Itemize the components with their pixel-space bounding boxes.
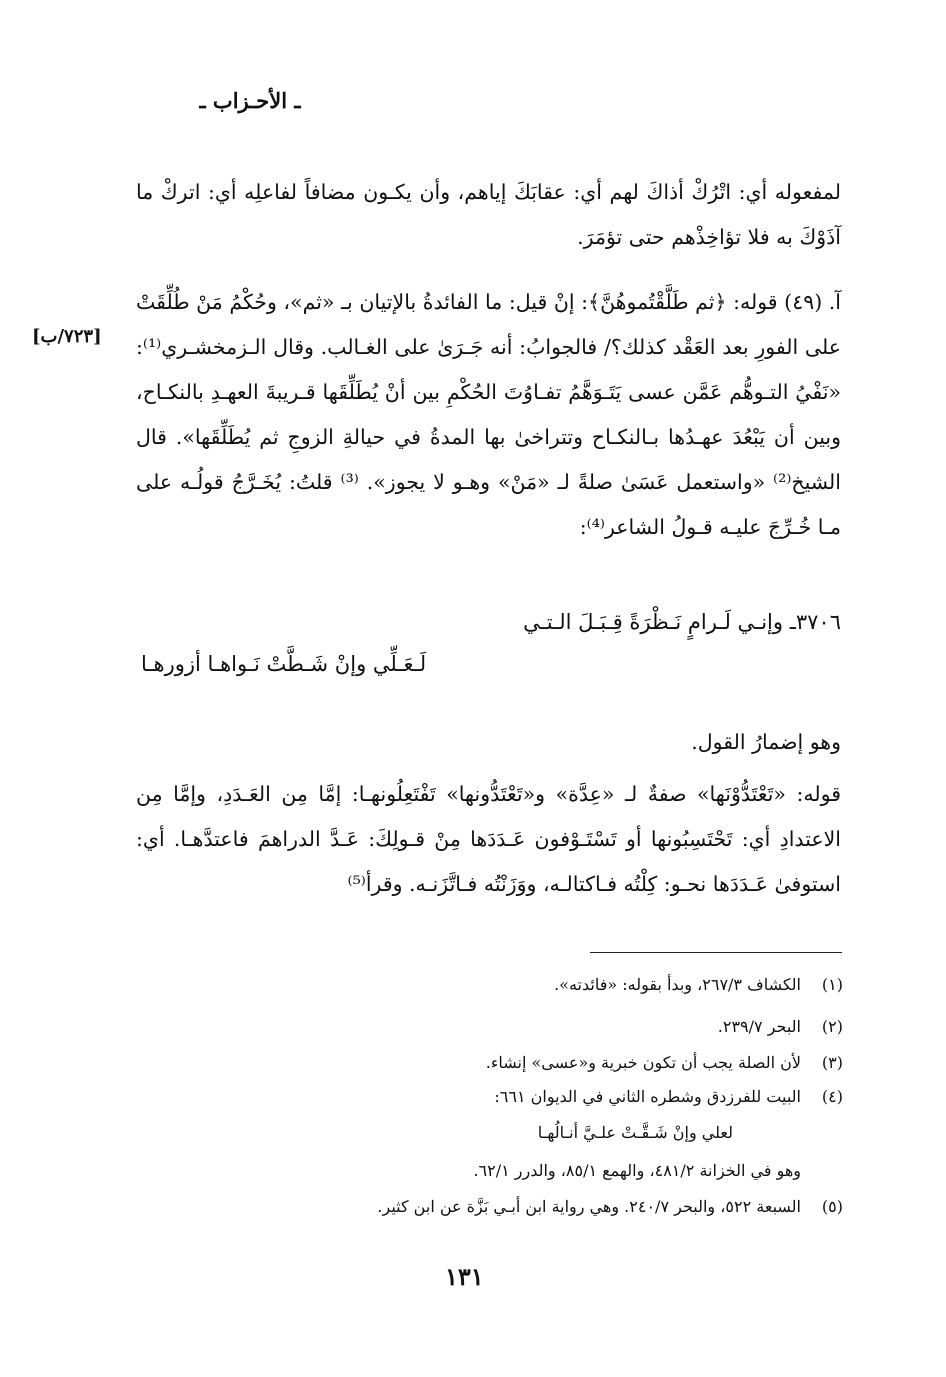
verse-line-2: لَـعَـلِّي وإنْ شَـطَّتْ نَـواهـا أزورهـا	[141, 652, 427, 676]
footnote-2	[718, 1017, 843, 1036]
footnote-text: البيت للفرزدق وشطره الثاني في الديوان ٦٦١:	[494, 1087, 801, 1106]
footnote-number: (٥)	[821, 1197, 843, 1216]
footnote-5	[377, 1197, 843, 1216]
footnote-4	[494, 1087, 843, 1106]
footnote-number: (١)	[821, 975, 843, 994]
verse-line-1: ٣٧٠٦ـ وإنـي لَـرامٍ نَـظْرَةً قِـبَـلَ الـتـي	[523, 610, 841, 634]
footnote-text: لأن الصلة يجب أن تكون خبرية و«عسى» إنشاء.	[485, 1053, 801, 1072]
footnote-text: البحر ٢٣٩/٧.	[717, 1017, 801, 1036]
footnote-text: وهو في الخزانة ٤٨١/٢، والهمع ٨٥/١، والدرر ٦٢/١.	[473, 1161, 801, 1180]
footnote-3	[486, 1053, 843, 1072]
footnote-separator	[590, 952, 842, 953]
footnote-text: السبعة ٥٢٢، والبحر ٢٤٠/٧. وهي رواية ابن أبـي بَزَّة عن ابن كثير.	[377, 1197, 801, 1216]
footnote-1	[554, 975, 843, 994]
footnote-4-verse	[538, 1123, 733, 1142]
margin-folio-reference: [٧٢٣/ب]	[32, 326, 102, 347]
running-header: ـ الأحـزاب ـ	[199, 88, 301, 113]
footnote-text: لعلي وإنْ شَـقَّـتْ علـيَّ أنـالُهـا	[537, 1123, 733, 1142]
page-number: ١٣١	[445, 1262, 484, 1291]
footnote-number: (٣)	[821, 1053, 843, 1072]
paragraph-3: وهو إضمارُ القول.	[691, 730, 841, 754]
paragraph-4: قوله: «تَعْتَدُّوْنَها» صفةٌ لـ «عِدَّة» و«تَعْتَدُّونها» تَفْتَعِلُونهـا: إمَّا مِن العَـدَدِ، وإمَّا مِن الاعتدادِ أي: تَحْتَسِبُونها أو تَسْتَـوْفون عَـدَدَها مِنْ قـولِكَ: عَـدَّ الدراهمَ فاعتدَّهـا. أي: استوفىٰ عَـدَدَها نحـو: كِلْتُه فـاكتالـه، ووَزَنْتُه فـاتَّزَنـه. وقرأ⁽⁵⁾	[136, 782, 841, 896]
paragraph-2: آ. (٤٩) قوله: ﴿ثم طَلَّقْتُموهُنَّ﴾: إنْ قيل: ما الفائدةُ بالإتيان بـ «ثم»، وحُكْمُ مَنْ طُلِّقَتْ على الفورِ بعد العَقْد كذلك؟/ فالجوابُ: أنه جَـرَىٰ على الغـالب. وقال الـزمخشـري⁽¹⁾: «نَفْيُ التـوهُّم عَمَّن عسى يَتَـوَهَّمُ تفـاوُتَ الحُكْمِ بين أنْ يُطَلِّقَها قـريبةَ العهـدِ بالنكـاح، وبين أن يَبْعُدَ عهـدُها بـالنكـاح وتتراخىٰ بها المدةُ في حيالةِ الزوجِ ثم يُطَلِّقَها». قال الشيخ⁽²⁾ «واستعمل عَسَىٰ صلةً لـ «مَنْ» وهـو لا يجوز». ⁽³⁾ قلتُ: يُخَـرَّجُ قولُـه على مـا خُـرِّجَ عليـه قـولُ الشاعر⁽⁴⁾:	[136, 290, 841, 539]
footnote-4-sources	[473, 1161, 801, 1180]
footnote-number: (٢)	[821, 1017, 843, 1036]
paragraph-1: لمفعوله أي: اتْرُكْ أذاكَ لهم أي: عقابَكَ إياهم، وأن يكـون مضافاً لفاعلِه أي: اتركْ ما آذَوْكَ به فلا تؤاخِذْهم حتى تؤمَرَ.	[136, 180, 841, 249]
footnote-text: الكشاف ٢٦٧/٣، وبدأ بقوله: «فائدته».	[554, 975, 801, 994]
footnote-number: (٤)	[821, 1087, 843, 1106]
